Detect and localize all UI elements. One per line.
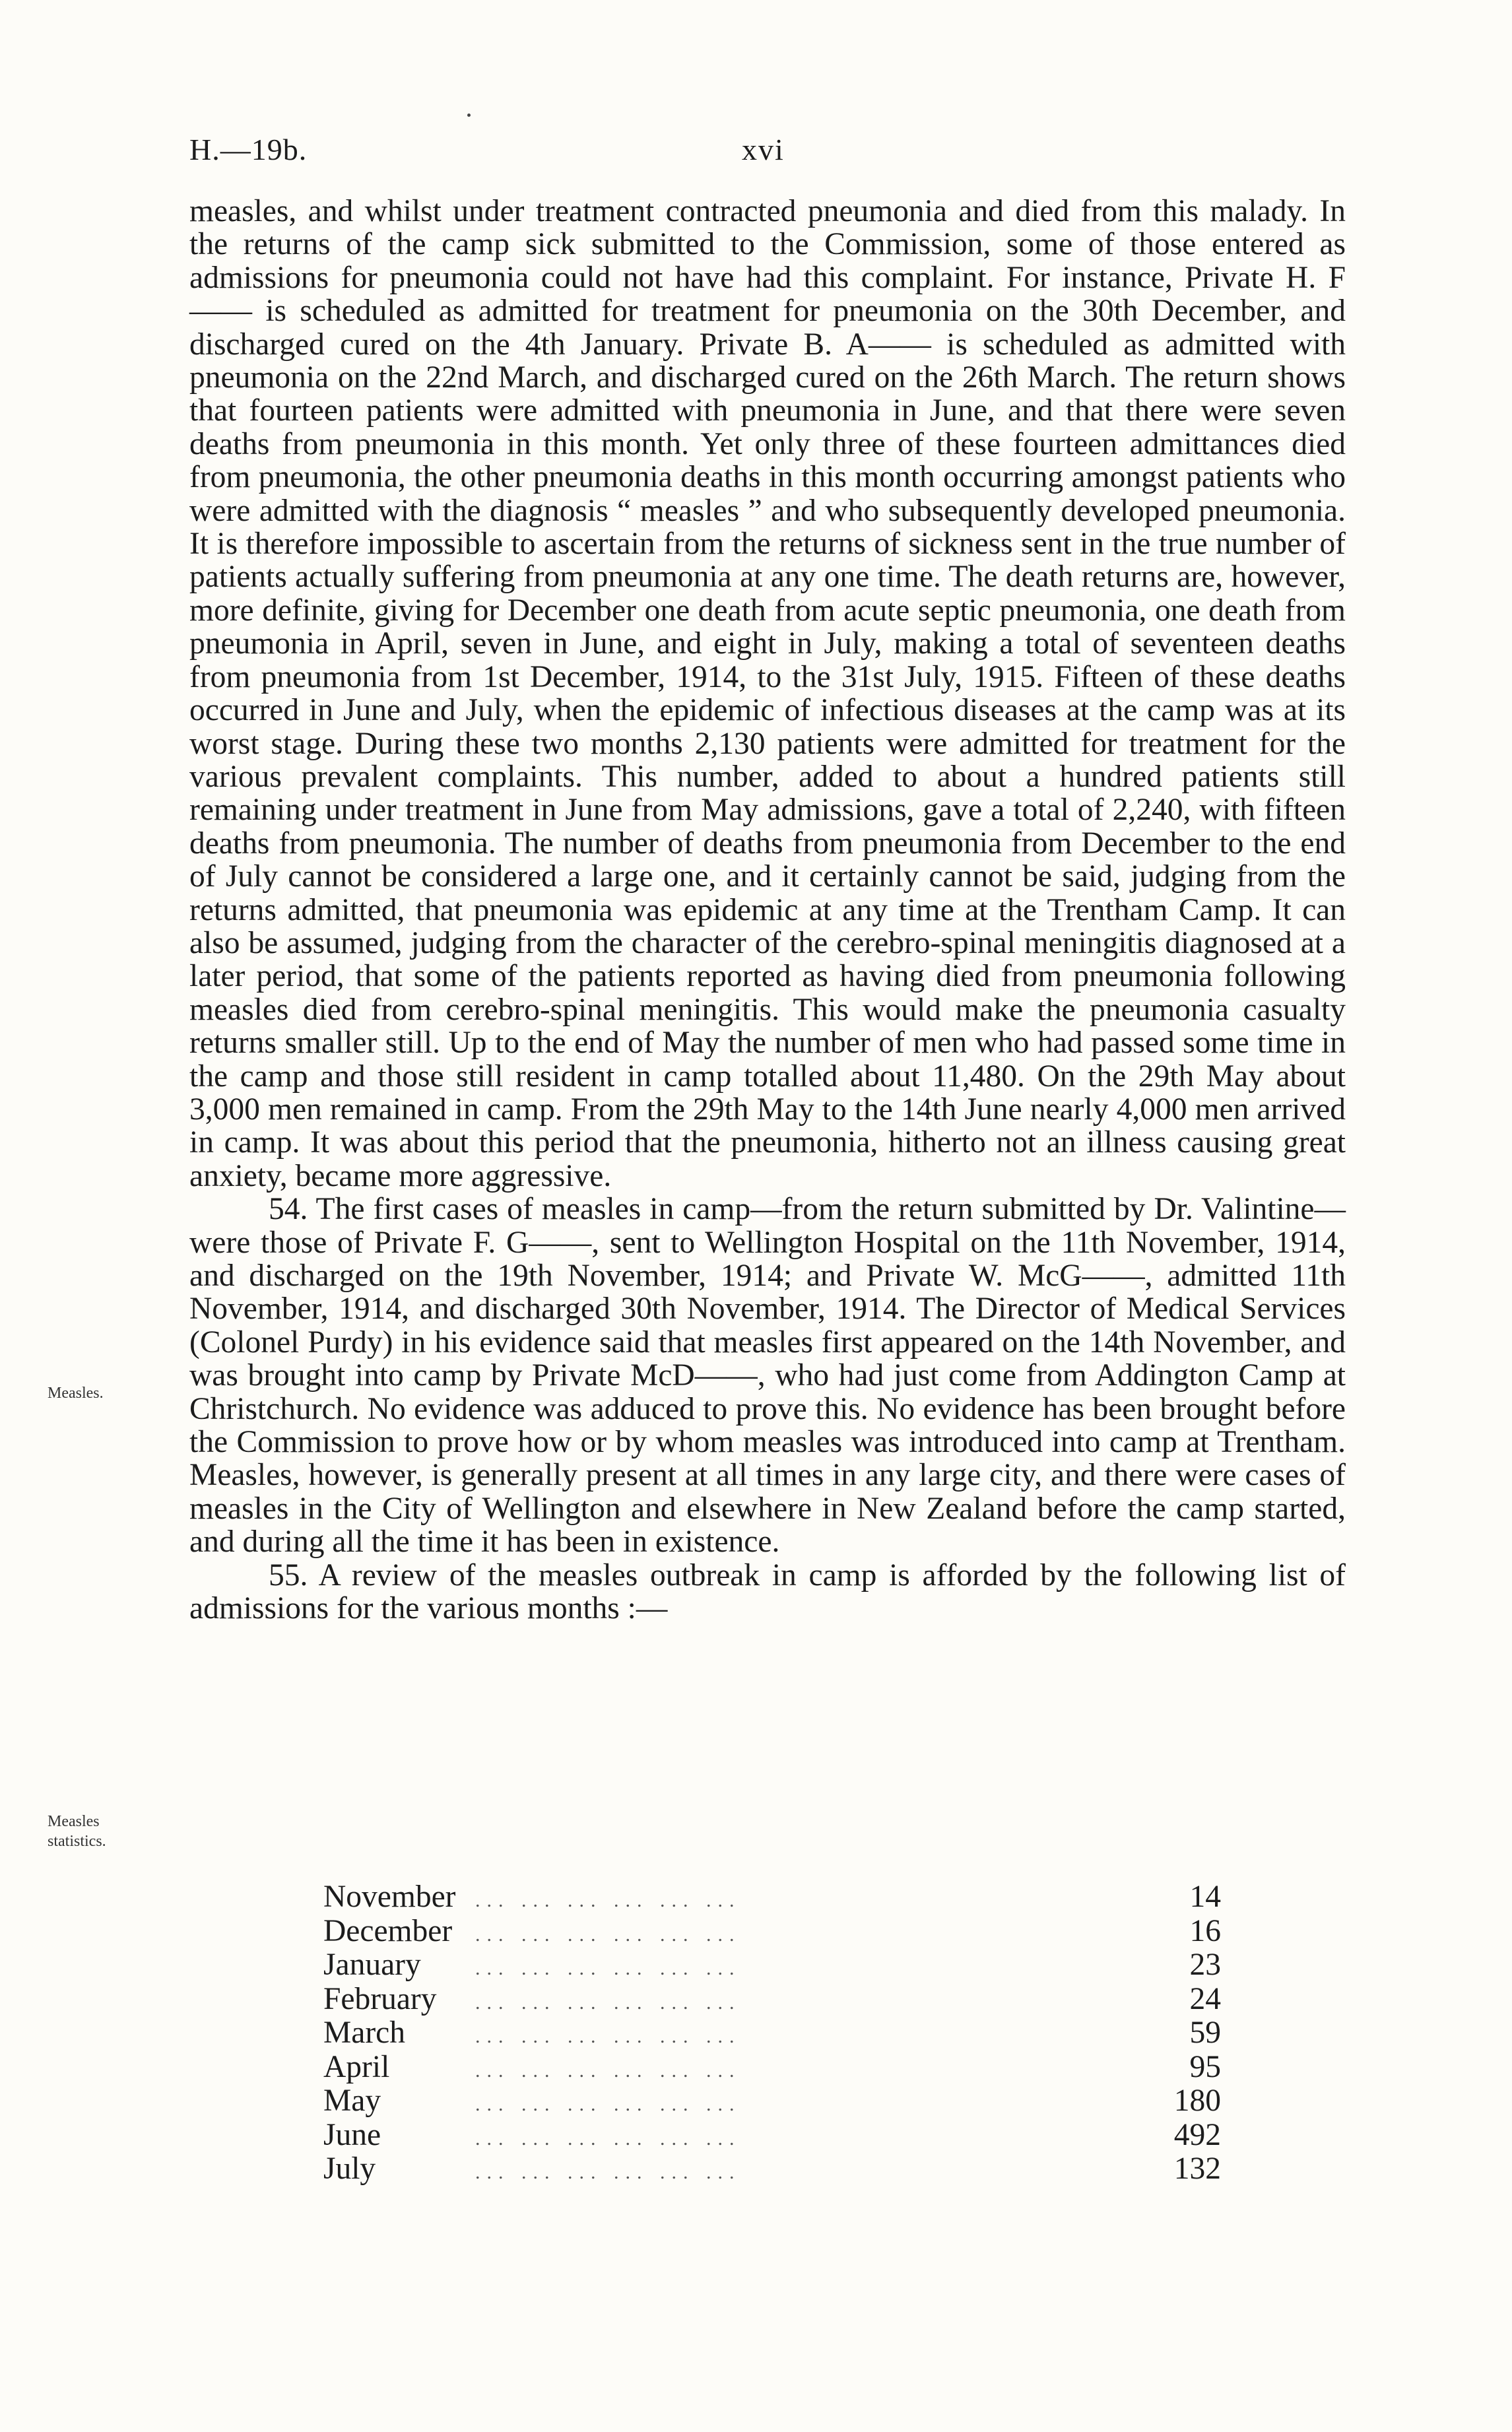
print-speck — [467, 114, 471, 117]
dot-leader: ... ... ... ... ... ... — [475, 2127, 741, 2150]
table-row — [323, 1981, 1221, 2016]
month-label: April — [323, 2049, 390, 2084]
month-label: November — [323, 1880, 456, 1914]
month-label: March — [323, 2016, 405, 2050]
admissions-value: 59 — [1189, 2016, 1221, 2050]
table-row — [323, 2049, 1221, 2084]
dot-leader: ... ... ... ... ... ... — [475, 1991, 741, 2014]
page-header — [0, 132, 1512, 172]
admissions-table — [323, 1879, 1221, 2185]
margin-note-measles: Measles. — [48, 1385, 104, 1402]
table-row — [323, 2083, 1221, 2117]
admissions-value: 24 — [1189, 1981, 1221, 2016]
paragraph-pneumonia: measles, and whilst under treatment contracted pneumonia and died from this malady. In the returns of the camp sick submitted to the Commission, some of those entered as admissions for pneumonia could not have had this complaint. For instance, Private H. F—— is scheduled as admitted for treatment for pneumonia on the 30th December, and discharged cured on the 4th January. Private B. A—— is scheduled as admitted with pneumonia on the 22nd March, and discharged cured on the 26th March. The return shows that fourteen patients were admitted with pneumonia in June, and that there were seven deaths from pneumonia in this month. Yet only three of these fourteen admittances died from pneumonia, the other pneumonia deaths in this month occurring amongst patients who were admitted with the diagnosis “ measles ” and who subsequently developed pneumonia. It is therefore impossible to ascertain from the returns of sickness sent in the true number of patients actually suffering from pneumonia at any one time. The death returns are, however, more definite, giving for December one death from acute septic pneumonia, one death from pneumonia in April, seven in June, and eight in July, making a total of seventeen deaths from pneumonia from 1st December, 1914, to the 31st July, 1915. Fifteen of these deaths occurred in June and July, when the epidemic of infectious diseases at the camp was at its worst stage. During these two months 2,130 patients were admitted for treatment for the various prevalent complaints. This number, added to about a hundred patients still remaining under treatment in June from May admissions, gave a total of 2,240, with fifteen deaths from pneumonia. The number of deaths from pneumonia from December to the end of July cannot be considered a large one, and it certainly cannot be said, judging from the returns admitted, that pneumonia was epidemic at any time at the Trentham Camp. It can also be assumed, judging from the character of the cerebro-spinal meningitis diagnosed at a later period, that some of the patients reported as having died from pneumonia following measles died from cerebro-spinal meningitis. This would make the pneumonia casualty returns smaller still. Up to the end of May the number of men who had passed some time in the camp and those still resident in camp totalled about 11,480. On the 29th May about 3,000 men remained in camp. From the 29th May to the 14th June nearly 4,000 men arrived in camp. It was about this period that the pneumonia, hitherto not an illness causing great anxiety, became more aggressive. — [189, 194, 1346, 1193]
table-row — [323, 1879, 1221, 1913]
admissions-value: 14 — [1189, 1880, 1221, 1914]
dot-leader: ... ... ... ... ... ... — [475, 1923, 741, 1946]
month-label: May — [323, 2084, 381, 2118]
month-label: July — [323, 2152, 376, 2186]
margin-note-measles-statistics: Measles statistics. — [48, 1813, 106, 1850]
dot-leader: ... ... ... ... ... ... — [475, 1957, 741, 1979]
page-number: xvi — [742, 133, 785, 166]
table-row — [323, 2151, 1221, 2185]
paragraph-54: 54. The first cases of measles in camp—from the return submitted by Dr. Valintine—were those of Private F. G——, sent to Wellington Hospital on the 11th November, 1914, and discharged on the 19th November, 1914; and Private W. McG——, admitted 11th November, 1914, and discharged 30th November, 1914. The Director of Medical Services (Colonel Purdy) in his evidence said that measles first appeared on the 14th November, and was brought into camp by Private McD——, who had just come from Addington Camp at Christchurch. No evidence was adduced to prove this. No evidence has been brought before the Commission to prove how or by whom measles was introduced into camp at Trentham. Measles, however, is generally present at all times in any large city, and there were cases of measles in the City of Wellington and elsewhere in New Zealand before the camp started, and during all the time it has been in existence. — [189, 1192, 1346, 1560]
admissions-value: 95 — [1189, 2049, 1221, 2084]
admissions-value: 132 — [1173, 2152, 1221, 2186]
admissions-value: 492 — [1173, 2117, 1221, 2152]
admissions-value: 23 — [1189, 1948, 1221, 1982]
table-row — [323, 2117, 1221, 2152]
dot-leader: ... ... ... ... ... ... — [475, 2059, 741, 2082]
month-label: February — [323, 1981, 437, 2016]
month-label: June — [323, 2117, 381, 2152]
table-row — [323, 1913, 1221, 1948]
body-text — [189, 195, 1346, 1625]
month-label: January — [323, 1948, 421, 1982]
table-row — [323, 1947, 1221, 1981]
dot-leader: ... ... ... ... ... ... — [475, 2161, 741, 2183]
dot-leader: ... ... ... ... ... ... — [475, 2093, 741, 2115]
paragraph-55: 55. A review of the measles outbreak in camp is afforded by the following list of admissions for the various months :— — [189, 1558, 1346, 1626]
admissions-value: 180 — [1173, 2084, 1221, 2118]
table-row — [323, 2015, 1221, 2049]
month-label: December — [323, 1913, 453, 1948]
dot-leader: ... ... ... ... ... ... — [475, 2025, 741, 2047]
document-reference: H.—19b. — [189, 133, 308, 166]
admissions-value: 16 — [1189, 1913, 1221, 1948]
dot-leader: ... ... ... ... ... ... — [475, 1890, 741, 1911]
